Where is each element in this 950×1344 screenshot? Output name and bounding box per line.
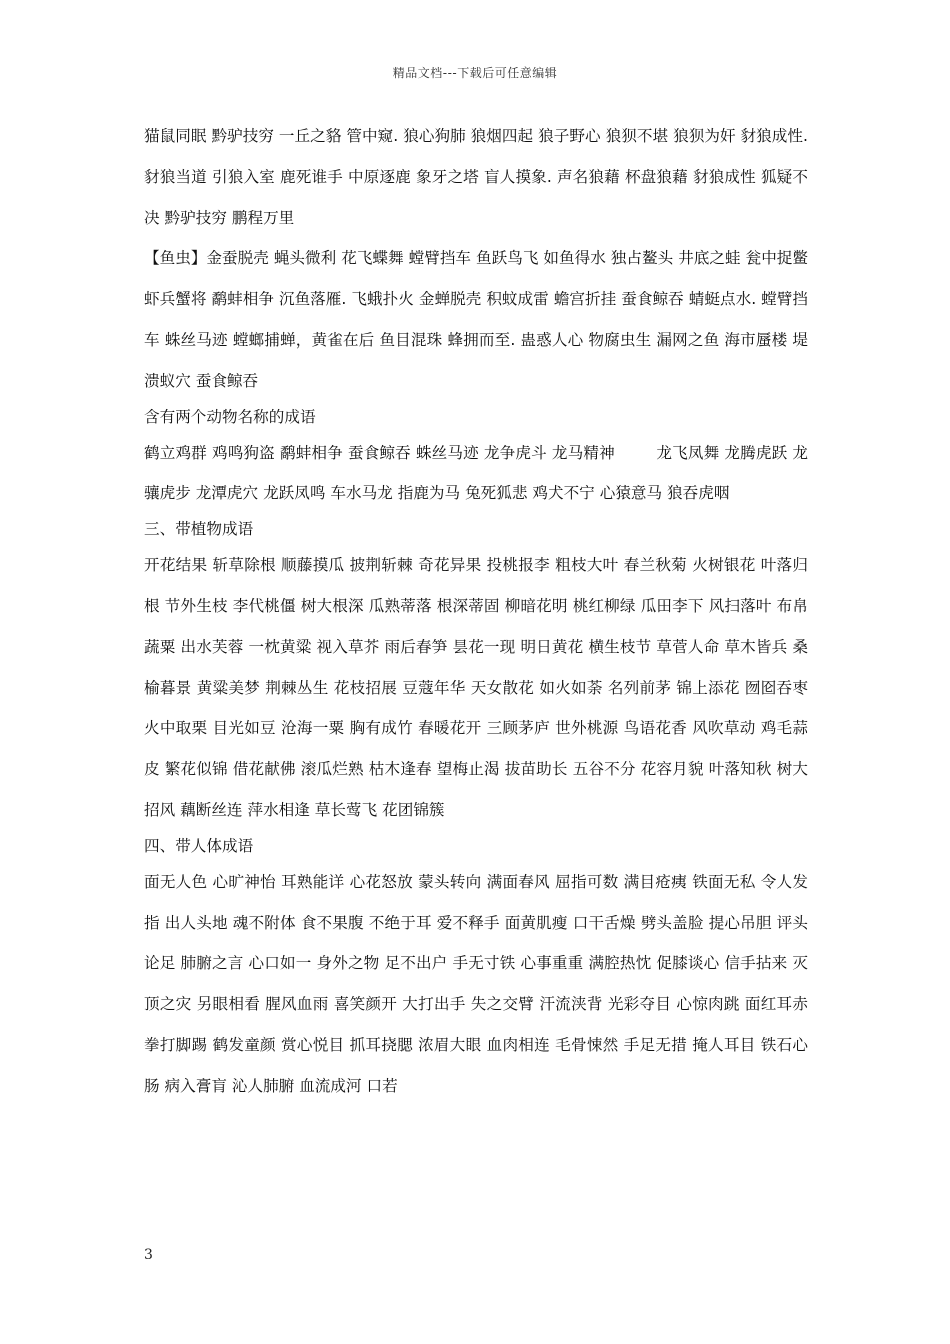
heading-plant-idioms: 三、带植物成语 xyxy=(144,520,254,539)
paragraph-two-animal-idioms: 鹤立鸡群 鸡鸣狗盗 鹬蚌相争 蚕食鲸吞 蛛丝马迹 龙争虎斗 龙马精神 龙飞凤舞 龙腾虎跃 龙骧虎步 龙潭虎穴 龙跃凤鸣 车水马龙 指鹿为马 兔死狐悲 鸡犬不宁 心猿意马 狼吞虎咽 xyxy=(144,443,808,503)
heading-body-idioms: 四、带人体成语 xyxy=(144,836,254,855)
paragraph-body-idioms: 面无人色 心旷神怡 耳熟能详 心花怒放 蒙头转向 满面春风 屈指可数 满目疮痍 铁面无私 令人发指 出人头地 魂不附体 食不果腹 不绝于耳 爱不释手 面黄肌瘦 口干舌燥 劈头盖脸 提心吊胆 评头论足 肺腑之言 心口如一 身外之物 足不出户 手无寸铁 心事重重 满腔热忱 促膝谈心 信手拈来 灭顶之灾 另眼相看 腥风血雨 喜笑颜开 大打出手 失之交臂 汗流浃背 光彩夺目 心惊肉跳 面红耳赤 拳打脚踢 鹤发童颜 赏心悦目 抓耳挠腮 浓眉大眼 血肉相连 毛骨悚然 手足无措 掩人耳目 铁石心肠 病入膏肓 沁人肺腑 血流成河 口若 xyxy=(144,872,808,1095)
page-number: 3 xyxy=(144,1247,153,1263)
paragraph-fish-insect-idioms: 【鱼虫】金蚕脱壳 蝇头微利 花飞蝶舞 螳臂挡车 鱼跃鸟飞 如鱼得水 独占鳌头 井底之蛙 瓮中捉鳖 虾兵蟹将 鹬蚌相争 沉鱼落雁. 飞蛾扑火 金蝉脱壳 积蚊成雷 蟾宫折挂 蚕食鲸吞 蜻蜓点水. 螳臂挡车 蛛丝马迹 螳螂捕蝉，黄雀在后 鱼目混珠 蜂拥而至. 蛊惑人心 物腐虫生 漏网之鱼 海市蜃楼 堤溃蚁穴 蚕食鲸吞 xyxy=(144,249,808,390)
document-body xyxy=(144,116,808,1107)
heading-two-animals: 含有两个动物名称的成语 xyxy=(144,407,316,426)
paragraph-plant-idioms: 开花结果 斩草除根 顺藤摸瓜 披荆斩棘 奇花异果 投桃报李 粗枝大叶 春兰秋菊 火树银花 叶落归根 节外生枝 李代桃僵 树大根深 瓜熟蒂落 根深蒂固 柳暗花明 桃红柳绿 瓜田李下 风扫落叶 布帛蔬粟 出水芙蓉 一枕黄粱 视入草芥 雨后春笋 昙花一现 明日黄花 横生枝节 草菅人命 草木皆兵 桑榆暮景 黄粱美梦 荆棘丛生 花枝招展 豆蔻年华 天女散花 如火如荼 名列前茅 锦上添花 囫囵吞枣 火中取栗 目光如豆 沧海一粟 胸有成竹 春暖花开 三顾茅庐 世外桃源 鸟语花香 风吹草动 鸡毛蒜皮 繁花似锦 借花献佛 滚瓜烂熟 枯木逢春 望梅止渴 拔苗助长 五谷不分 花容月貌 叶落知秋 树大招风 藕断丝连 萍水相逢 草长莺飞 花团锦簇 xyxy=(144,556,808,819)
paragraph-wolf-idioms: 猫鼠同眠 黔驴技穷 一丘之貉 管中窥. 狼心狗肺 狼烟四起 狼子野心 狼狈不堪 狼狈为奸 豺狼成性. 豺狼当道 引狼入室 鹿死谁手 中原逐鹿 象牙之塔 盲人摸象. 声名狼藉 杯盘狼藉 豺狼成性 狐疑不决 黔驴技穷 鹏程万里 xyxy=(144,127,808,227)
page-header: 精品文档---下载后可任意编辑 xyxy=(392,66,558,80)
